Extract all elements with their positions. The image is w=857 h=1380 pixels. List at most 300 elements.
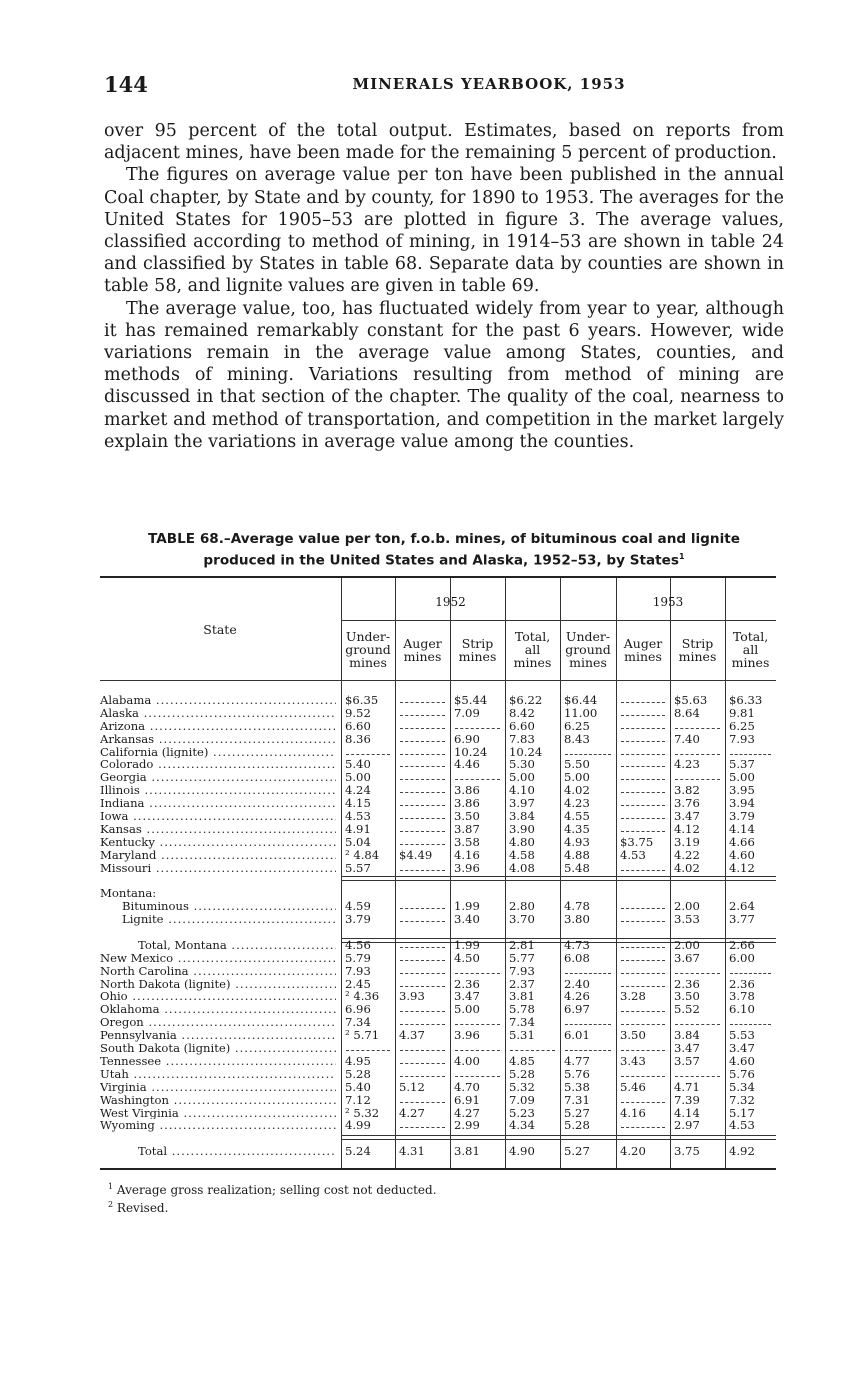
- year-1952: 1952: [435, 595, 466, 609]
- table-cell: 3.75: [674, 1144, 700, 1159]
- table-cell: 4.26: [564, 989, 590, 1004]
- table-cell: [400, 1094, 445, 1103]
- table-cell: [400, 758, 445, 767]
- table-cell: 4.66: [729, 834, 755, 849]
- table-cell: 7.40: [674, 731, 700, 746]
- col-total-1953: Total, all mines: [731, 629, 770, 670]
- table-cell: 3.79: [729, 809, 755, 824]
- table-cell: 5.17: [729, 1105, 755, 1120]
- table-cell: [455, 720, 500, 729]
- header-rule: [100, 680, 776, 681]
- table-cell: 4.77: [564, 1053, 590, 1068]
- table-cell: [455, 771, 500, 780]
- table-cell: 7.93: [345, 963, 371, 978]
- page-number: 144: [104, 72, 148, 97]
- table-cell: [621, 1094, 665, 1103]
- table-cell: 5.50: [564, 757, 590, 772]
- table-cell: [675, 1016, 720, 1025]
- state-name: Indiana .....: [100, 797, 336, 810]
- col-auger-1953: Auger mines: [623, 636, 663, 664]
- table-cell: 9.52: [345, 705, 371, 720]
- table-cell: 4.02: [674, 860, 700, 875]
- table-cell: 5.37: [729, 757, 755, 772]
- table-cell: 4.02: [564, 783, 590, 798]
- table-cell: 4.88: [564, 847, 590, 862]
- table-cell: 8.42: [509, 705, 535, 720]
- table-cell: 4.73: [564, 937, 590, 952]
- table-cell: [400, 733, 445, 742]
- table-cell: 1.99: [454, 937, 480, 952]
- table-cell: 4.23: [674, 757, 700, 772]
- table-cell: 6.60: [345, 718, 371, 733]
- table-cell: 3.47: [674, 809, 700, 824]
- table-cell: 4.80: [509, 834, 535, 849]
- table-cell: 3.43: [620, 1053, 646, 1068]
- table-cell: 4.91: [345, 821, 371, 836]
- table-cell: ² 4.36: [345, 989, 380, 1004]
- table-cell: ² 4.84: [345, 847, 380, 862]
- table-cell: 6.08: [564, 950, 590, 965]
- table-row: [100, 836, 776, 849]
- table-cell: 5.78: [509, 1002, 535, 1017]
- caption-line-2: produced in the United States and Alaska, 1952–53, by States: [203, 552, 679, 569]
- table-cell: [400, 823, 445, 832]
- table-cell: 5.77: [509, 950, 535, 965]
- table-cell: 4.14: [674, 1105, 700, 1120]
- table-cell: [621, 900, 665, 909]
- table-cell: 3.96: [454, 860, 480, 875]
- table-cell: [675, 1068, 720, 1077]
- state-name: New Mexico .....: [100, 952, 336, 965]
- table-cell: [621, 720, 665, 729]
- table-cell: [400, 771, 445, 780]
- table-cell: 4.78: [564, 899, 590, 914]
- state-name: Arizona .....: [100, 720, 336, 733]
- table-cell: $3.75: [620, 834, 654, 849]
- table-cell: 5.40: [345, 757, 371, 772]
- table-cell: [455, 1042, 500, 1051]
- state-name: Kentucky .....: [100, 836, 336, 849]
- table-row: [100, 733, 776, 746]
- year-1953: 1953: [652, 595, 684, 609]
- table-cell: 5.32: [509, 1079, 535, 1094]
- table-cell: 4.12: [729, 860, 755, 875]
- table-cell: [621, 913, 665, 922]
- table-cell: 4.27: [454, 1105, 480, 1120]
- table-cell: [675, 965, 720, 974]
- state-name: Illinois .....: [100, 784, 336, 797]
- table-cell: 4.70: [454, 1079, 480, 1094]
- table-cell: 3.79: [345, 912, 371, 927]
- table-cell: 3.19: [674, 834, 700, 849]
- table-cell: [730, 1016, 771, 1025]
- table-cell: $6.33: [729, 693, 763, 707]
- table-cell: 1.99: [454, 899, 480, 914]
- table-cell: [400, 784, 445, 793]
- state-name: Oklahoma .....: [100, 1003, 336, 1016]
- table-cell: $5.44: [454, 693, 488, 707]
- table-row: [100, 1081, 776, 1094]
- table-row: [100, 1119, 776, 1132]
- col-strip-1952: Strip mines: [458, 636, 497, 664]
- table-cell: [400, 952, 445, 961]
- table-cell: 5.53: [729, 1028, 755, 1043]
- table-cell: 2.81: [509, 937, 535, 952]
- table-cell: 3.90: [509, 821, 535, 836]
- paragraph-3: The average value, too, has fluctuated widely from year to year, although it has remained remarkably constant for the past 6 years. However, wide variations remain in the average value among States, counties, and methods of mining. Variations resulting from method of mining are discussed in that section of the chapter. The quality of the coal, nearness to market and method of transportation, and competition in the market largely explain the variations in average value among the counties.: [104, 298, 784, 452]
- table-cell: [621, 694, 665, 703]
- table-cell: 5.28: [345, 1066, 371, 1081]
- table-cell: 3.50: [674, 989, 700, 1004]
- table-cell: 4.90: [509, 1144, 535, 1159]
- table-cell: 3.94: [729, 796, 755, 811]
- table-cell: [400, 720, 445, 729]
- table-cell: 5.00: [509, 770, 535, 785]
- table-cell: [565, 746, 611, 755]
- table-cell: [675, 720, 720, 729]
- table-cell: [400, 810, 445, 819]
- table-cell: 3.86: [454, 796, 480, 811]
- table-cell: [400, 1068, 445, 1077]
- table-cell: 3.84: [509, 809, 535, 824]
- table-cell: [621, 1042, 665, 1051]
- table-cell: [346, 746, 390, 755]
- table-cell: 3.77: [729, 912, 755, 927]
- table-row: [100, 939, 776, 952]
- state-name: Alaska .....: [100, 707, 336, 720]
- table-cell: [565, 1016, 611, 1025]
- table-cell: 3.47: [454, 989, 480, 1004]
- table-cell: 6.60: [509, 718, 535, 733]
- table-cell: 4.23: [564, 796, 590, 811]
- table-cell: 4.85: [509, 1053, 535, 1068]
- page-header: [104, 72, 784, 98]
- table-cell: 5.30: [509, 757, 535, 772]
- table-cell: [455, 965, 500, 974]
- table-cell: 3.47: [729, 1041, 755, 1056]
- table-cell: [621, 823, 665, 832]
- table-cell: 7.39: [674, 1092, 700, 1107]
- table-cell: 4.31: [399, 1144, 425, 1159]
- table-cell: 7.93: [729, 731, 755, 746]
- table-cell: [621, 1068, 665, 1077]
- col-total-1952: Total, all mines: [513, 629, 552, 670]
- state-name: Arkansas .....: [100, 733, 336, 746]
- table-cell: 5.00: [564, 770, 590, 785]
- table-cell: [400, 939, 445, 948]
- state-name: Wyoming .....: [100, 1119, 336, 1132]
- table-row: [100, 694, 776, 707]
- table-row: [100, 862, 776, 875]
- table-cell: 4.50: [454, 950, 480, 965]
- table-cell: [621, 952, 665, 961]
- table-body: [100, 694, 776, 1158]
- table-cell: 7.12: [345, 1092, 371, 1107]
- table-row: [100, 1042, 776, 1055]
- state-name: Total .....: [138, 1145, 336, 1158]
- table-cell: 3.96: [454, 1028, 480, 1043]
- table-cell: 4.92: [729, 1144, 755, 1159]
- state-name: Tennessee .....: [100, 1055, 336, 1068]
- table-cell: ² 5.32: [345, 1105, 380, 1120]
- table-cell: 4.53: [345, 809, 371, 824]
- table-cell: 3.82: [674, 783, 700, 798]
- table-row: [100, 1003, 776, 1016]
- table-cell: 3.95: [729, 783, 755, 798]
- table-cell: [400, 746, 445, 755]
- table-cell: 3.84: [674, 1028, 700, 1043]
- table-cell: 6.01: [564, 1028, 590, 1043]
- state-name: South Dakota (lignite) .....: [100, 1042, 336, 1055]
- table-cell: 2.00: [674, 937, 700, 952]
- table-cell: 5.23: [509, 1105, 535, 1120]
- year-rule: [341, 620, 776, 621]
- col-underground-1953: Under- ground mines: [565, 629, 611, 670]
- table-cell: 2.99: [454, 1118, 480, 1133]
- table-cell: 2.36: [729, 976, 755, 991]
- table-cell: 4.15: [345, 796, 371, 811]
- table-row: [100, 1094, 776, 1107]
- table-cell: 5.48: [564, 860, 590, 875]
- table-cell: [400, 1042, 445, 1051]
- table-cell: 4.20: [620, 1144, 646, 1159]
- table-cell: 4.00: [454, 1053, 480, 1068]
- footnote-2: Revised.: [116, 1200, 169, 1215]
- table-cell: 4.10: [509, 783, 535, 798]
- table-cell: 7.93: [509, 963, 535, 978]
- table-cell: 10.24: [509, 744, 543, 759]
- table-cell: 10.24: [454, 744, 488, 759]
- paragraph-2: The figures on average value per ton have been published in the annual Coal chapter, by State and by county, for 1890 to 1953. The averages for the United States for 1905–53 are plotted in figure 3. The average values, classified according to method of mining, in 1914–53 are shown in table 24 and classified by States in table 68. Separate data by counties are shown in table 58, and lignite values are given in table 69.: [104, 165, 784, 297]
- table-cell: 6.91: [454, 1092, 480, 1107]
- table-cell: [621, 797, 665, 806]
- col-underground-1952: Under- ground mines: [345, 629, 391, 670]
- table-cell: 6.25: [729, 718, 755, 733]
- table-cell: 5.31: [509, 1028, 535, 1043]
- table-cell: 4.16: [620, 1105, 646, 1120]
- table-cell: 2.80: [509, 899, 535, 914]
- table-cell: 5.57: [345, 860, 371, 875]
- state-name: Missouri .....: [100, 862, 336, 875]
- paragraph-1: over 95 percent of the total output. Estimates, based on reports from adjacent mines, have been made for the remaining 5 percent of production.: [104, 121, 784, 164]
- table-cell: 2.00: [674, 899, 700, 914]
- table-cell: 7.31: [564, 1092, 590, 1107]
- state-name: North Dakota (lignite) .....: [100, 978, 336, 991]
- footnotes: [108, 1180, 437, 1215]
- table-cell: 3.97: [509, 796, 535, 811]
- table-cell: 5.76: [729, 1066, 755, 1081]
- state-name: Colorado .....: [100, 758, 336, 771]
- table-cell: [621, 1016, 665, 1025]
- table-row: [100, 1068, 776, 1081]
- table-cell: 3.78: [729, 989, 755, 1004]
- col-auger-1952: Auger mines: [403, 636, 442, 664]
- table-cell: $6.35: [345, 693, 379, 707]
- table-cell: 4.12: [674, 821, 700, 836]
- table-cell: 2.37: [509, 976, 535, 991]
- table-row: [100, 758, 776, 771]
- table-cell: [621, 965, 665, 974]
- table-cell: 2.66: [729, 937, 755, 952]
- table-cell: 2.40: [564, 976, 590, 991]
- state-name: Ohio .....: [100, 990, 336, 1003]
- table-cell: [400, 862, 445, 871]
- table-cell: 3.58: [454, 834, 480, 849]
- state-name: Oregon .....: [100, 1016, 336, 1029]
- table-cell: [400, 836, 445, 845]
- table-cell: 2.36: [454, 976, 480, 991]
- state-name: West Virginia .....: [100, 1107, 336, 1120]
- table-cell: [400, 978, 445, 987]
- table-cell: 2.64: [729, 899, 755, 914]
- table-cell: [621, 1119, 665, 1128]
- state-name: Virginia .....: [100, 1081, 336, 1094]
- table-cell: 4.95: [345, 1053, 371, 1068]
- table-cell: 8.64: [674, 705, 700, 720]
- table-cell: 5.38: [564, 1079, 590, 1094]
- table-cell: 3.57: [674, 1053, 700, 1068]
- table-cell: 5.12: [399, 1079, 425, 1094]
- state-name: Kansas .....: [100, 823, 336, 836]
- table-cell: 4.22: [674, 847, 700, 862]
- state-name: Georgia .....: [100, 771, 336, 784]
- table-cell: 5.24: [345, 1144, 371, 1159]
- table-row: [100, 1055, 776, 1068]
- table-cell: 4.60: [729, 847, 755, 862]
- table-cell: [730, 746, 771, 755]
- table-row: [100, 965, 776, 978]
- table-cell: 5.52: [674, 1002, 700, 1017]
- table-cell: 4.55: [564, 809, 590, 824]
- table-cell: [621, 758, 665, 767]
- table-cell: 3.93: [399, 989, 425, 1004]
- table-cell: [730, 965, 771, 974]
- table-cell: [565, 1042, 611, 1051]
- table-cell: 9.81: [729, 705, 755, 720]
- table-cell: [621, 733, 665, 742]
- table-cell: 2.36: [674, 976, 700, 991]
- table-cell: [621, 771, 665, 780]
- table-cell: 8.43: [564, 731, 590, 746]
- table-row: [100, 952, 776, 965]
- table-cell: 4.35: [564, 821, 590, 836]
- table-row: [100, 849, 776, 862]
- table-cell: 7.34: [345, 1015, 371, 1030]
- table-cell: 3.80: [564, 912, 590, 927]
- state-name: Alabama .....: [100, 694, 336, 707]
- table-cell: 3.81: [509, 989, 535, 1004]
- table-cell: [621, 1003, 665, 1012]
- caption-line-1: TABLE 68.–Average value per ton, f.o.b. mines, of bituminous coal and lignite: [148, 531, 740, 547]
- table-cell: 11.00: [564, 705, 598, 720]
- footnote-mark: 1: [108, 1182, 114, 1191]
- table-cell: 2.97: [674, 1118, 700, 1133]
- table-cell: 8.36: [345, 731, 371, 746]
- table-cell: [455, 1068, 500, 1077]
- table-cell: [621, 707, 665, 716]
- table-cell: 5.00: [454, 1002, 480, 1017]
- table-cell: 4.59: [345, 899, 371, 914]
- table-cell: [400, 965, 445, 974]
- table-cell: [621, 784, 665, 793]
- table-cell: [400, 913, 445, 922]
- table-cell: [400, 694, 445, 703]
- col-strip-1953: Strip mines: [678, 636, 717, 664]
- table-cell: 2.45: [345, 976, 371, 991]
- table-cell: [621, 746, 665, 755]
- state-name: Iowa .....: [100, 810, 336, 823]
- table-cell: [400, 1003, 445, 1012]
- table-cell: [346, 1042, 390, 1051]
- table-cell: 4.71: [674, 1079, 700, 1094]
- footnote-mark: 2: [108, 1199, 114, 1209]
- total-row: [100, 1145, 776, 1158]
- table-cell: [621, 862, 665, 871]
- table-cell: 4.14: [729, 821, 755, 836]
- table-cell: 5.28: [509, 1066, 535, 1081]
- table-cell: [621, 810, 665, 819]
- state-header: State: [203, 622, 237, 637]
- table-cell: 6.90: [454, 731, 480, 746]
- table-cell: 7.83: [509, 731, 535, 746]
- table-cell: 5.76: [564, 1066, 590, 1081]
- state-name: Washington .....: [100, 1094, 336, 1107]
- table-cell: 3.28: [620, 989, 646, 1004]
- table-cell: 3.86: [454, 783, 480, 798]
- table-cell: 3.53: [674, 912, 700, 927]
- table-cell: 5.00: [729, 770, 755, 785]
- table-cell: 5.79: [345, 950, 371, 965]
- state-name: Lignite .....: [122, 913, 336, 926]
- table-cell: [400, 1055, 445, 1064]
- table-cell: $4.49: [399, 847, 433, 862]
- table-cell: 4.56: [345, 937, 371, 952]
- state-name: Maryland .....: [100, 849, 336, 862]
- table-cell: ² 5.71: [345, 1028, 380, 1043]
- state-name: Bituminous .....: [122, 900, 336, 913]
- table-cell: 3.40: [454, 912, 480, 927]
- table-cell: 3.87: [454, 821, 480, 836]
- table-row: [100, 823, 776, 836]
- state-name: Total, Montana .....: [138, 939, 336, 952]
- table-cell: [400, 1119, 445, 1128]
- table-cell: 4.60: [729, 1053, 755, 1068]
- table-cell: 4.37: [399, 1028, 425, 1043]
- table-cell: 7.09: [509, 1092, 535, 1107]
- table-cell: 3.47: [674, 1041, 700, 1056]
- footnote-1: Average gross realization; selling cost not deducted.: [116, 1183, 437, 1197]
- state-name: California (lignite) .....: [100, 746, 336, 759]
- data-table: [100, 576, 776, 1170]
- table-row: [100, 810, 776, 823]
- table-cell: 4.16: [454, 847, 480, 862]
- table-cell: [400, 900, 445, 909]
- table-caption: [104, 530, 784, 570]
- table-cell: 6.97: [564, 1002, 590, 1017]
- montana-label: Montana:: [100, 887, 157, 901]
- table-cell: [455, 1016, 500, 1025]
- table-cell: 6.00: [729, 950, 755, 965]
- table-cell: 6.96: [345, 1002, 371, 1017]
- table-cell: 7.09: [454, 705, 480, 720]
- table-cell: 4.93: [564, 834, 590, 849]
- table-cell: 5.27: [564, 1144, 590, 1159]
- table-cell: 6.25: [564, 718, 590, 733]
- table-cell: 3.76: [674, 796, 700, 811]
- table-cell: [675, 771, 720, 780]
- table-cell: 4.53: [620, 847, 646, 862]
- table-cell: [675, 746, 720, 755]
